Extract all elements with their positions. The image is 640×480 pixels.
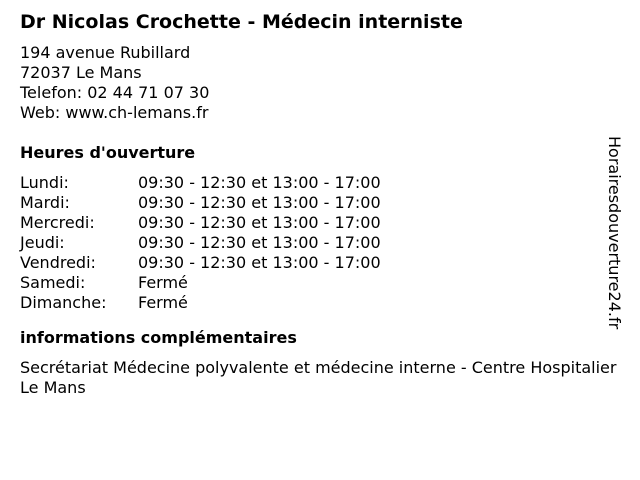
day-hours: 09:30 - 12:30 et 13:00 - 17:00	[138, 233, 381, 252]
hours-row-monday	[20, 173, 630, 193]
day-label: Samedi:	[20, 273, 86, 292]
day-hours: 09:30 - 12:30 et 13:00 - 17:00	[138, 213, 381, 232]
day-label: Jeudi:	[20, 233, 65, 252]
day-label: Vendredi:	[20, 253, 96, 272]
hours-row-tuesday	[20, 193, 630, 213]
address-block	[20, 43, 630, 123]
day-label: Mardi:	[20, 193, 70, 212]
hours-row-sunday	[20, 293, 630, 313]
day-hours: 09:30 - 12:30 et 13:00 - 17:00	[138, 173, 381, 192]
day-hours: Fermé	[138, 273, 188, 292]
hours-row-wednesday	[20, 213, 630, 233]
day-hours: Fermé	[138, 293, 188, 312]
opening-hours-heading: Heures d'ouverture	[20, 143, 196, 162]
site-watermark: Horairesdouverture24.fr	[605, 136, 624, 330]
hours-row-friday	[20, 253, 630, 273]
hours-row-thursday	[20, 233, 630, 253]
phone-number: Telefon: 02 44 71 07 30	[20, 83, 210, 102]
day-label: Dimanche:	[20, 293, 107, 312]
website: Web: www.ch-lemans.fr	[20, 103, 209, 122]
city: 72037 Le Mans	[20, 63, 142, 82]
additional-info-text: Secrétariat Médecine polyvalente et médecine interne - Centre Hospitalier Le Mans	[20, 358, 617, 397]
day-hours: 09:30 - 12:30 et 13:00 - 17:00	[138, 193, 381, 212]
day-label: Mercredi:	[20, 213, 95, 232]
additional-info-heading: informations complémentaires	[20, 328, 297, 347]
day-hours: 09:30 - 12:30 et 13:00 - 17:00	[138, 253, 381, 272]
opening-hours-table	[20, 173, 630, 313]
page-title: Dr Nicolas Crochette - Médecin interniste	[20, 11, 463, 33]
day-label: Lundi:	[20, 173, 69, 192]
hours-row-saturday	[20, 273, 630, 293]
doctor-info-card	[20, 9, 630, 398]
street-address: 194 avenue Rubillard	[20, 43, 191, 62]
